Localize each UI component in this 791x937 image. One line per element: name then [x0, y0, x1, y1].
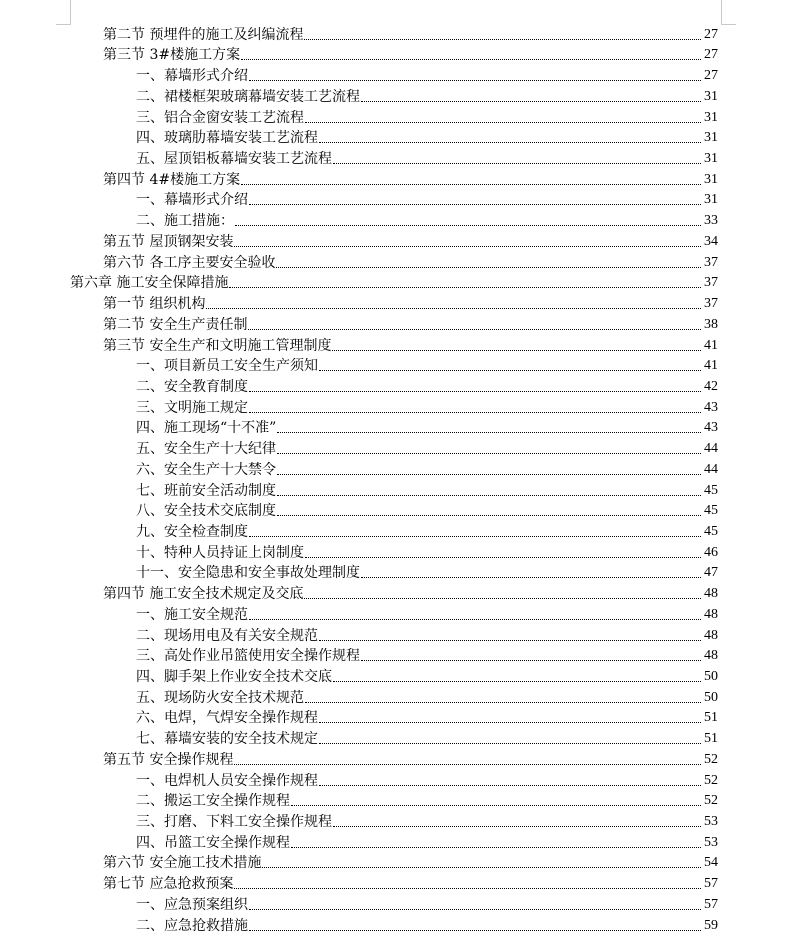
toc-page-number: 31 [704, 88, 718, 104]
toc-dot-leader [319, 742, 701, 744]
toc-dot-leader [305, 701, 701, 703]
toc-entry-title: 三、铝合金窗安装工艺流程 [136, 109, 304, 126]
toc-page-number: 52 [704, 772, 718, 788]
toc-page-number: 53 [704, 814, 718, 830]
toc-entry-title: 一、幕墙形式介绍 [136, 192, 248, 209]
toc-dot-leader [249, 618, 701, 620]
toc-entry[interactable] [0, 314, 791, 335]
toc-entry[interactable] [0, 563, 791, 584]
toc-entry[interactable] [0, 749, 791, 770]
table-of-contents [0, 24, 791, 936]
toc-page-number: 50 [704, 689, 718, 705]
toc-dot-leader [319, 369, 701, 371]
toc-dot-leader [234, 887, 701, 889]
toc-page-number: 33 [704, 213, 718, 229]
toc-dot-leader [262, 866, 701, 868]
toc-entry[interactable] [0, 24, 791, 45]
toc-entry-title: 五、安全生产十大纪律 [136, 441, 276, 458]
toc-entry-title: 四、玻璃肋幕墙安装工艺流程 [136, 130, 318, 147]
toc-entry[interactable] [0, 542, 791, 563]
toc-dot-leader [333, 680, 701, 682]
toc-entry-title: 二、安全教育制度 [136, 378, 248, 395]
toc-dot-leader [234, 763, 701, 765]
toc-entry-title: 第五节 屋顶钢架安装 [103, 233, 234, 250]
toc-entry[interactable] [0, 45, 791, 66]
toc-dot-leader [249, 411, 701, 413]
toc-entry-title: 一、项目新员工安全生产须知 [136, 358, 318, 375]
toc-dot-leader [305, 556, 701, 558]
toc-entry-title: 八、安全技术交底制度 [136, 503, 276, 520]
toc-dot-leader [277, 452, 701, 454]
toc-entry[interactable] [0, 791, 791, 812]
toc-entry[interactable] [0, 625, 791, 646]
toc-entry-title: 二、现场用电及有关安全规范 [136, 627, 318, 644]
toc-page-number: 31 [704, 130, 718, 146]
toc-entry[interactable] [0, 397, 791, 418]
toc-entry[interactable] [0, 128, 791, 149]
toc-entry[interactable] [0, 376, 791, 397]
toc-page-number: 52 [704, 751, 718, 767]
toc-page-number: 27 [704, 68, 718, 84]
toc-entry-title: 四、施工现场“十不准” [136, 420, 277, 437]
toc-dot-leader [241, 58, 701, 60]
toc-entry-title: 六、电焊，气焊安全操作规程 [136, 710, 318, 727]
toc-dot-leader [361, 100, 701, 102]
toc-dot-leader [332, 349, 701, 351]
toc-entry-title: 二、搬运工安全操作规程 [136, 793, 290, 810]
toc-dot-leader [249, 535, 701, 537]
toc-dot-leader [277, 473, 701, 475]
toc-dot-leader [304, 38, 701, 40]
toc-page-number: 57 [704, 876, 718, 892]
toc-dot-leader [319, 141, 701, 143]
toc-page-number: 51 [704, 731, 718, 747]
toc-dot-leader [235, 224, 701, 226]
toc-entry[interactable] [0, 832, 791, 853]
toc-page-number: 38 [704, 316, 718, 332]
toc-page-number: 34 [704, 233, 718, 249]
toc-page-number: 48 [704, 586, 718, 602]
toc-dot-leader [319, 784, 701, 786]
toc-page-number: 43 [704, 420, 718, 436]
toc-entry-title: 三、文明施工规定 [136, 399, 248, 416]
toc-page-number: 31 [704, 192, 718, 208]
toc-entry[interactable] [0, 604, 791, 625]
toc-page-number: 42 [704, 378, 718, 394]
toc-page-number: 31 [704, 109, 718, 125]
toc-entry-title: 第三节 安全生产和文明施工管理制度 [103, 337, 332, 354]
toc-dot-leader [249, 929, 701, 931]
toc-page-number: 37 [704, 296, 718, 312]
toc-page-number: 54 [704, 855, 718, 871]
toc-dot-leader [319, 721, 701, 723]
toc-entry[interactable] [0, 687, 791, 708]
toc-entry[interactable] [0, 894, 791, 915]
toc-entry[interactable] [0, 438, 791, 459]
toc-entry-title: 一、电焊机人员安全操作规程 [136, 772, 318, 789]
toc-entry-title: 第六章 施工安全保障措施 [70, 275, 229, 292]
toc-entry-title: 第四节 施工安全技术规定及交底 [103, 586, 304, 603]
toc-page-number: 43 [704, 399, 718, 415]
toc-entry[interactable] [0, 86, 791, 107]
toc-entry-title: 九、安全检查制度 [136, 523, 248, 540]
toc-dot-leader [277, 514, 701, 516]
toc-page-number: 48 [704, 606, 718, 622]
toc-dot-leader [241, 183, 701, 185]
toc-entry[interactable] [0, 459, 791, 480]
toc-page-number: 51 [704, 710, 718, 726]
toc-entry-title: 十、特种人员持证上岗制度 [136, 544, 304, 561]
toc-entry[interactable] [0, 770, 791, 791]
toc-entry-title: 第六节 各工序主要安全验收 [103, 254, 276, 271]
toc-entry[interactable] [0, 811, 791, 832]
toc-entry[interactable] [0, 501, 791, 522]
toc-dot-leader [361, 659, 701, 661]
toc-entry-title: 十一、安全隐患和安全事故处理制度 [136, 565, 360, 582]
toc-page-number: 45 [704, 482, 718, 498]
toc-dot-leader [229, 286, 701, 288]
toc-dot-leader [234, 245, 701, 247]
toc-page-number: 31 [704, 151, 718, 167]
toc-dot-leader [291, 846, 701, 848]
toc-dot-leader [361, 576, 701, 578]
toc-entry[interactable] [0, 480, 791, 501]
toc-entry-title: 第七节 应急抢救预案 [103, 876, 234, 893]
toc-page-number: 59 [704, 917, 718, 933]
toc-entry[interactable] [0, 708, 791, 729]
toc-page-number: 45 [704, 523, 718, 539]
toc-entry[interactable] [0, 418, 791, 439]
page-margin-mark-left [56, 0, 71, 25]
toc-page-number: 31 [704, 171, 718, 187]
toc-dot-leader [277, 494, 701, 496]
toc-page-number: 27 [704, 26, 718, 42]
toc-page-number: 52 [704, 793, 718, 809]
toc-entry[interactable] [0, 728, 791, 749]
toc-entry-title: 二、裙楼框架玻璃幕墙安装工艺流程 [136, 88, 360, 105]
toc-entry[interactable] [0, 356, 791, 377]
toc-page-number: 41 [704, 337, 718, 353]
toc-dot-leader [206, 307, 701, 309]
toc-page-number: 50 [704, 669, 718, 684]
toc-entry-title: 七、幕墙安装的安全技术规定 [136, 731, 318, 748]
toc-dot-leader [249, 79, 701, 81]
toc-page-number: 44 [704, 441, 718, 457]
toc-entry[interactable] [0, 873, 791, 894]
toc-page-number: 44 [704, 461, 718, 477]
page-margin-mark-right [721, 0, 736, 25]
toc-entry-title: 一、幕墙形式介绍 [136, 68, 248, 85]
toc-entry-title: 第一节 组织机构 [103, 296, 206, 313]
toc-entry[interactable] [0, 190, 791, 211]
toc-entry-title: 四、吊篮工安全操作规程 [136, 834, 290, 851]
toc-dot-leader [277, 431, 701, 433]
toc-entry-title: 二、应急抢救措施 [136, 917, 248, 934]
toc-page-number: 48 [704, 648, 718, 664]
toc-entry-title: 第三节 3#楼施工方案 [103, 47, 241, 64]
toc-entry-title: 第六节 安全施工技术措施 [103, 855, 262, 872]
toc-entry-title: 一、应急预案组织 [136, 896, 248, 913]
toc-entry[interactable] [0, 231, 791, 252]
toc-dot-leader [304, 597, 701, 599]
toc-page-number: 53 [704, 834, 718, 850]
toc-entry[interactable] [0, 521, 791, 542]
toc-page-number: 57 [704, 896, 718, 912]
toc-page-number: 45 [704, 503, 718, 519]
toc-page-number: 27 [704, 47, 718, 63]
toc-entry[interactable] [0, 210, 791, 231]
toc-page-number: 47 [704, 565, 718, 581]
toc-page-number: 48 [704, 627, 718, 643]
toc-entry[interactable] [0, 646, 791, 667]
toc-entry[interactable] [0, 252, 791, 273]
toc-page-number: 37 [704, 275, 718, 291]
toc-entry-title: 第二节 预埋件的施工及纠编流程 [103, 26, 304, 43]
toc-dot-leader [249, 908, 701, 910]
toc-entry[interactable] [0, 107, 791, 128]
toc-entry-title: 三、高处作业吊篮使用安全操作规程 [136, 648, 360, 665]
toc-entry-title: 七、班前安全活动制度 [136, 482, 276, 499]
toc-page-number: 46 [704, 544, 718, 560]
toc-entry[interactable] [0, 335, 791, 356]
toc-entry-title: 六、安全生产十大禁令 [136, 461, 276, 478]
toc-entry[interactable] [0, 853, 791, 874]
toc-entry-title: 第二节 安全生产责任制 [103, 316, 248, 333]
toc-dot-leader [333, 825, 701, 827]
toc-dot-leader [291, 804, 701, 806]
toc-entry-title: 二、施工措施： [136, 213, 234, 230]
toc-entry-title: 五、屋顶铝板幕墙安装工艺流程 [136, 151, 332, 168]
toc-entry-title: 第四节 4#楼施工方案 [103, 171, 241, 188]
toc-dot-leader [276, 266, 701, 268]
toc-entry[interactable] [0, 273, 791, 294]
toc-entry[interactable] [0, 169, 791, 190]
toc-dot-leader [249, 203, 701, 205]
toc-page-number: 41 [704, 358, 718, 374]
toc-dot-leader [333, 162, 701, 164]
toc-entry[interactable] [0, 915, 791, 936]
toc-entry[interactable] [0, 293, 791, 314]
toc-page-number: 37 [704, 254, 718, 270]
toc-dot-leader [319, 639, 701, 641]
toc-entry-title: 一、施工安全规范 [136, 606, 248, 623]
toc-entry-title: 四、脚手架上作业安全技术交底 [136, 669, 332, 685]
toc-dot-leader [249, 390, 701, 392]
toc-entry[interactable] [0, 65, 791, 86]
toc-dot-leader [305, 121, 701, 123]
toc-dot-leader [248, 328, 701, 330]
toc-entry-title: 第五节 安全操作规程 [103, 751, 234, 768]
toc-entry[interactable] [0, 583, 791, 604]
toc-entry-title: 五、现场防火安全技术规范 [136, 689, 304, 706]
toc-entry-title: 三、打磨、下料工安全操作规程 [136, 814, 332, 831]
toc-entry[interactable] [0, 148, 791, 169]
toc-entry[interactable] [0, 666, 791, 687]
